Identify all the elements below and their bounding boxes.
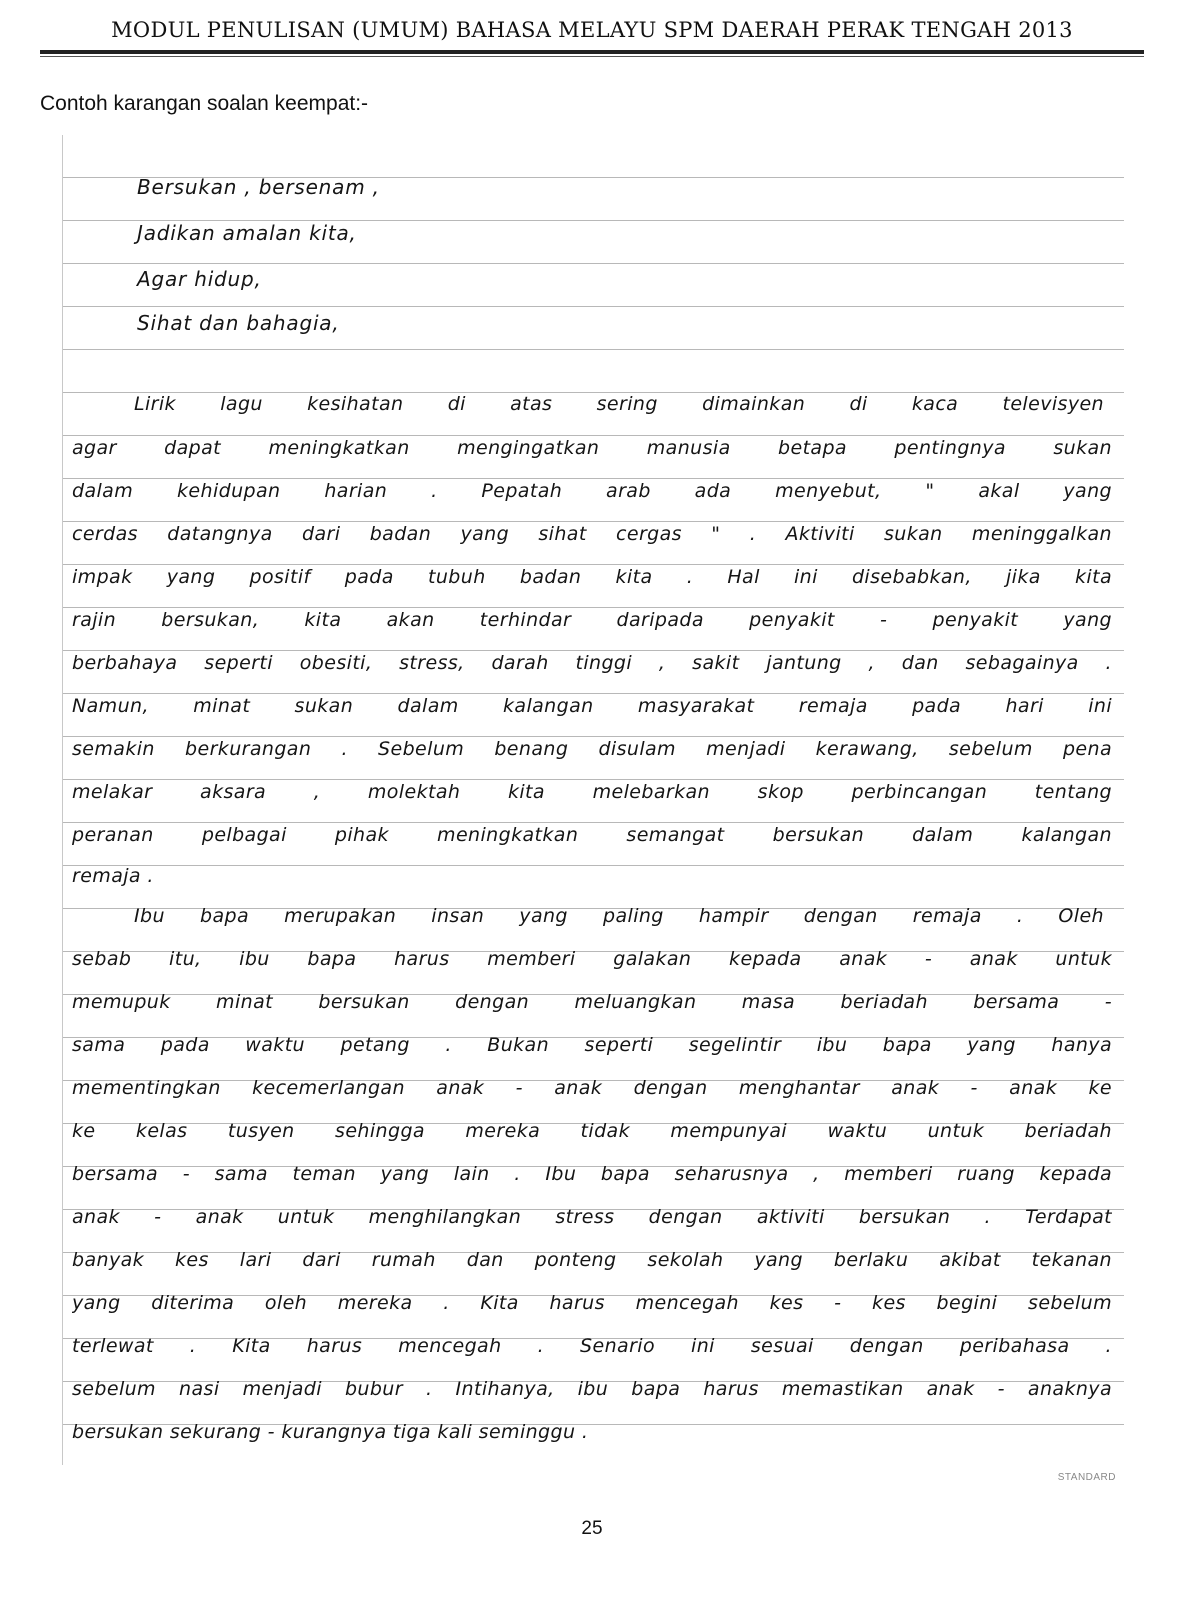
- essay-line-2: agar dapat meningkatkan mengingatkan manusia betapa pentingnya sukan: [72, 437, 1112, 459]
- sheet-margin-line: [62, 135, 63, 1465]
- essay-line-20: anak - anak untuk menghilangkan stress dengan aktiviti bersukan . Terdapat: [72, 1206, 1112, 1228]
- handwritten-sheet: [62, 135, 1124, 1483]
- essay-line-11: peranan pelbagai pihak meningkatkan semangat bersukan dalam kalangan: [72, 824, 1112, 846]
- essay-line-5: impak yang positif pada tubuh badan kita . Hal ini disebabkan, jika kita: [72, 566, 1112, 588]
- poem-line-2: Jadikan amalan kita,: [137, 221, 357, 245]
- page-header-title: MODUL PENULISAN (UMUM) BAHASA MELAYU SPM DAERAH PERAK TENGAH 2013: [111, 18, 1073, 42]
- essay-line-21: banyak kes lari dari rumah dan ponteng sekolah yang berlaku akibat tekanan: [72, 1249, 1112, 1271]
- essay-line-14: sebab itu, ibu bapa harus memberi galakan kepada anak - anak untuk: [72, 948, 1112, 970]
- essay-line-23: terlewat . Kita harus mencegah . Senario ini sesuai dengan peribahasa .: [72, 1335, 1112, 1357]
- essay-line-22: yang diterima oleh mereka . Kita harus mencegah kes - kes begini sebelum: [72, 1292, 1112, 1314]
- essay-line-7: berbahaya seperti obesiti, stress, darah tinggi , sakit jantung , dan sebagainya .: [72, 652, 1112, 674]
- poem-line-1: Bersukan , bersenam ,: [137, 175, 380, 199]
- page-number: 25: [581, 1518, 603, 1539]
- poem-line-3: Agar hidup,: [137, 267, 262, 291]
- essay-line-13: Ibu bapa merupakan insan yang paling hampir dengan remaja . Oleh: [134, 905, 1104, 927]
- header-divider-thin: [40, 56, 1144, 57]
- essay-line-16: sama pada waktu petang . Bukan seperti segelintir ibu bapa yang hanya: [72, 1034, 1112, 1056]
- essay-line-15: memupuk minat bersukan dengan meluangkan masa beriadah bersama -: [72, 991, 1112, 1013]
- header-divider: [40, 50, 1144, 54]
- essay-line-6: rajin bersukan, kita akan terhindar daripada penyakit - penyakit yang: [72, 609, 1112, 631]
- essay-line-12: remaja .: [72, 865, 154, 887]
- essay-line-25: bersukan sekurang - kurangnya tiga kali seminggu .: [72, 1421, 589, 1443]
- essay-line-1: Lirik lagu kesihatan di atas sering dimainkan di kaca televisyen: [134, 393, 1104, 415]
- essay-line-3: dalam kehidupan harian . Pepatah arab ada menyebut, " akal yang: [72, 480, 1112, 502]
- essay-line-17: mementingkan kecemerlangan anak - anak dengan menghantar anak - anak ke: [72, 1077, 1112, 1099]
- essay-line-24: sebelum nasi menjadi bubur . Intihanya, ibu bapa harus memastikan anak - anaknya: [72, 1378, 1112, 1400]
- poem-line-4: Sihat dan bahagia,: [137, 311, 340, 335]
- sheet-standard-mark: STANDARD: [1057, 1472, 1116, 1483]
- essay-line-10: melakar aksara , molektah kita melebarkan skop perbincangan tentang: [72, 781, 1112, 803]
- essay-line-18: ke kelas tusyen sehingga mereka tidak mempunyai waktu untuk beriadah: [72, 1120, 1112, 1142]
- essay-line-8: Namun, minat sukan dalam kalangan masyarakat remaja pada hari ini: [72, 695, 1112, 717]
- section-label: Contoh karangan soalan keempat:-: [40, 92, 369, 115]
- essay-line-9: semakin berkurangan . Sebelum benang disulam menjadi kerawang, sebelum pena: [72, 738, 1112, 760]
- essay-line-19: bersama - sama teman yang lain . Ibu bapa seharusnya , memberi ruang kepada: [72, 1163, 1112, 1185]
- essay-line-4: cerdas datangnya dari badan yang sihat cergas " . Aktiviti sukan meninggalkan: [72, 523, 1112, 545]
